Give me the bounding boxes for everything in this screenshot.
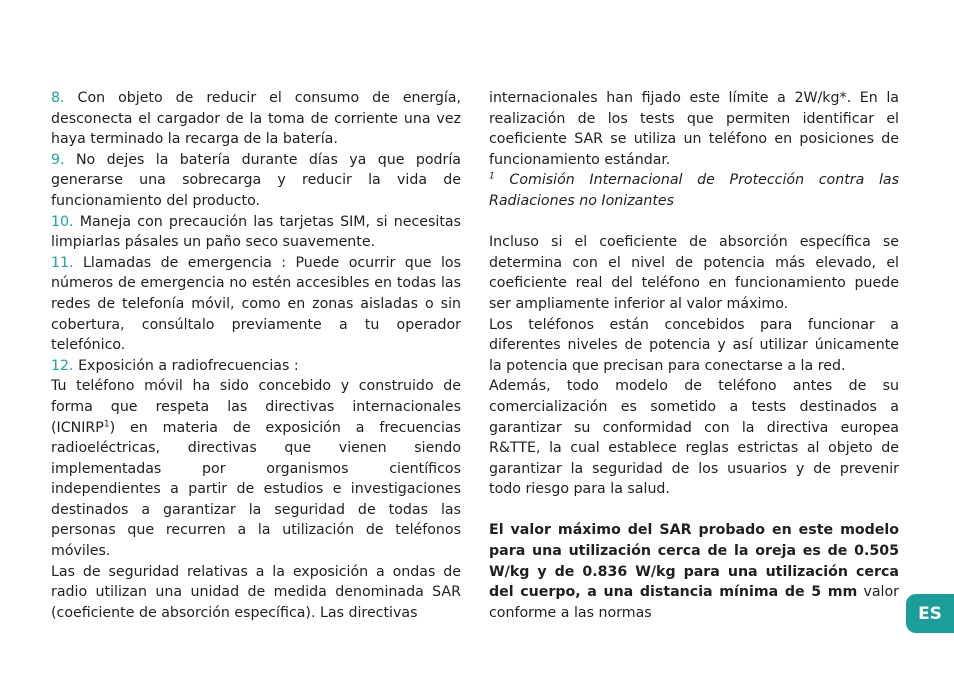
absorption-paragraph: Incluso si el coeficiente de absorción específica se determina con el nivel de potencia más elevado, el coeficiente real del teléfono en funcionamiento puede ser ampliamente inferior al valor máximo.	[489, 234, 899, 312]
sar-value-rest: valor conforme a las normas	[489, 584, 899, 621]
footnote-ref: 1	[103, 418, 110, 429]
footnote	[489, 170, 899, 211]
paragraph-text: Tu teléfono móvil ha sido concebido y construido de forma que respeta las directivas internacionales (ICNIRP	[51, 378, 461, 436]
right-column	[489, 88, 899, 623]
spacer	[489, 212, 899, 233]
item-10	[51, 212, 461, 253]
item-11	[51, 253, 461, 356]
item-number: 10.	[51, 213, 74, 230]
limits-paragraph: internacionales han fijado este límite a 2W/kg*. En la realización de los tests que permiten identificar el coeficiente SAR se utiliza un teléfono en posiciones de funcionamiento estándar.	[489, 90, 899, 168]
item-text: No dejes la batería durante días ya que podría generarse una sobrecarga y reducir la vida de funcionamiento del producto.	[51, 151, 461, 209]
item-text: Llamadas de emergencia : Puede ocurrir que los números de emergencia no estén accesibles en todas las redes de telefonía móvil, como en zonas aisladas o sin cobertura, consúltalo previamente a tu operador telefónico.	[51, 254, 461, 354]
tests-paragraph: Además, todo modelo de teléfono antes de su comercialización es sometido a tests destinados a garantizar su conformidad con la directiva europea R&TTE, la cual establece reglas estrictas al objeto de garantizar la seguridad de los usuarios y de prevenir todo riesgo para la salud.	[489, 378, 899, 498]
sar-paragraph: Las de seguridad relativas a la exposición a ondas de radio utilizan una unidad de medida denominada SAR (coeficiente de absorción específica). Las directivas	[51, 563, 461, 621]
item-number: 8.	[51, 90, 65, 106]
footnote-mark: 1	[489, 171, 495, 182]
item-text: Con objeto de reducir el consumo de energía, desconecta el cargador de la toma de corriente una vez haya terminado la recarga de la batería.	[51, 90, 462, 148]
item-8	[51, 88, 461, 150]
sar-value-paragraph	[489, 520, 899, 623]
section-heading: Exposición a radiofrecuencias :	[78, 357, 299, 374]
item-number: 9.	[51, 151, 65, 168]
power-paragraph: Los teléfonos están concebidos para funcionar a diferentes niveles de potencia y así utilizar únicamente la potencia que precisan para conectarse a la red.	[489, 316, 899, 374]
item-text: Maneja con precaución las tarjetas SIM, si necesitas limpiarlas pásales un paño seco suavemente.	[51, 213, 461, 251]
item-12	[51, 356, 461, 377]
item-9	[51, 150, 461, 212]
footnote-text: Comisión Internacional de Protección contra las Radiaciones no Ionizantes	[489, 172, 899, 209]
item-number: 12.	[51, 357, 74, 374]
left-column	[51, 88, 461, 623]
item-number: 11.	[51, 254, 74, 271]
spacer	[489, 500, 899, 521]
sar-value-bold: El valor máximo del SAR probado en este modelo para una utilización cerca de la oreja es de 0.505 W/kg y de 0.836 W/kg para una utilización cerca del cuerpo, a una distancia mínima de 5 mm	[489, 522, 899, 601]
exposure-paragraph	[51, 376, 461, 561]
language-tab: ES	[906, 594, 954, 633]
paragraph-text: ) en materia de exposición a frecuencias radioeléctricas, directivas que vienen siendo implementadas por organismos científicos independientes a partir de estudios e investigaciones destinados a garantizar la seguridad de todas las personas que recurren a la utilización de teléfonos móviles.	[51, 419, 461, 560]
